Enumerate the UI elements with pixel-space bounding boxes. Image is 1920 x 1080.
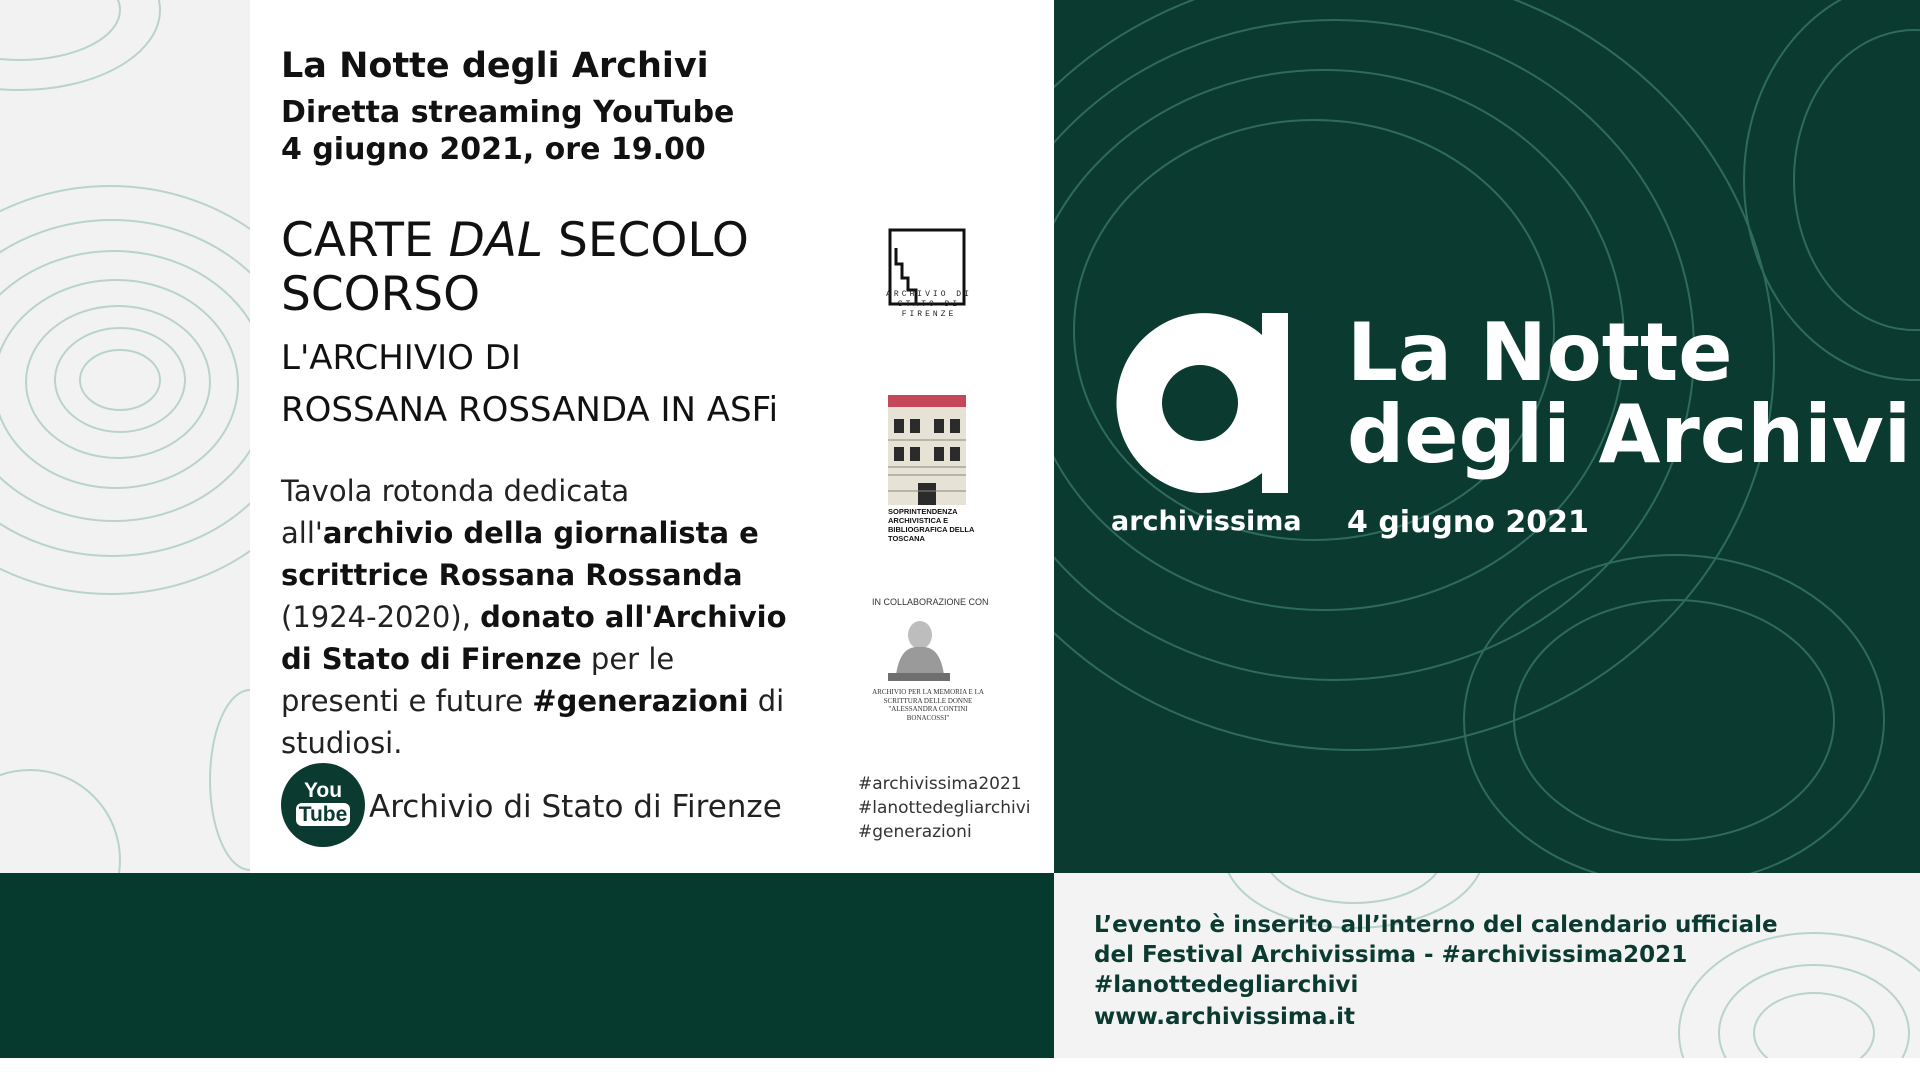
talk-title [281,214,801,322]
website-link[interactable]: www.archivissima.it [1094,1004,1356,1030]
contour-rings-left [0,0,250,873]
brand-event-name [1347,306,1912,481]
bottom-dark-band [0,873,1054,1058]
archivio-memoria-donne-logo [878,615,958,685]
brand-event-line1: La Notte [1347,306,1733,399]
brand-event-date: 4 giugno 2021 [1347,505,1589,540]
footer-notice-line1: L’evento è inserito all’interno del calendario ufficiale [1094,912,1778,938]
youtube-icon-label [281,779,365,827]
description-bold-3: #generazioni [532,684,749,718]
footer-notice-line2: del Festival Archivissima - #archivissima2021 #lanottedegliarchivi [1094,942,1688,998]
hashtag: #archivissima2021 [858,774,1022,794]
talk-title-italic: DAL [448,213,544,268]
footer-notice [1094,910,1920,1000]
description-bold-2: donato all'Archivio di Stato di Firenze [281,600,787,676]
archivio-stato-firenze-logo-text: ARCHIVIO DI STATO DI FIRENZE [886,290,972,319]
talk-description [281,470,801,764]
talk-title-part1: CARTE [281,213,449,268]
soprintendenza-logo [888,395,966,505]
hashtag-list [858,772,1031,844]
collaboration-logo-text: ARCHIVIO PER LA MEMORIA E LA SCRITTURA DELLE DONNE "ALESSANDRA CONTINI BONACOSSI" [872,688,984,722]
youtube-icon[interactable] [281,763,365,847]
event-datetime: 4 giugno 2021, ore 19.00 [281,132,706,167]
youtube-icon-top: You [303,779,343,802]
description-text-2: (1924-2020), [281,600,481,634]
talk-subtitle [281,332,778,436]
description-text-4: di studiosi. [281,684,785,760]
description-text-3: per le presenti e future [281,642,675,718]
talk-subtitle-line2: ROSSANA ROSSANDA IN ASFi [281,390,779,430]
hashtag: #generazioni [858,822,972,842]
brand-event-line2: degli Archivi [1347,388,1912,481]
bottom-margin [0,1058,1920,1080]
hashtag: #lanottedegliarchivi [858,798,1031,818]
youtube-icon-bottom: Tube [296,803,351,826]
event-subtitle: Diretta streaming YouTube [281,95,735,130]
description-bold-1: archivio della giornalista e scrittrice Rossana Rossanda [281,516,759,592]
event-title: La Notte degli Archivi [281,46,709,86]
soprintendenza-logo-text: SOPRINTENDENZA ARCHIVISTICA E BIBLIOGRAFICA DELLA TOSCANA [888,507,975,543]
talk-subtitle-line1: L'ARCHIVIO DI [281,338,521,378]
collaboration-label: IN COLLABORAZIONE CON [872,597,989,607]
archivissima-wordmark: archivissima [1111,506,1302,537]
description-text-1: Tavola rotonda dedicata all' [281,474,630,550]
youtube-channel-name[interactable]: Archivio di Stato di Firenze [369,789,782,825]
talk-title-part2: SECOLO SCORSO [281,213,749,322]
decorative-pattern-left [0,0,250,873]
archivissima-logo-icon [1112,313,1288,493]
